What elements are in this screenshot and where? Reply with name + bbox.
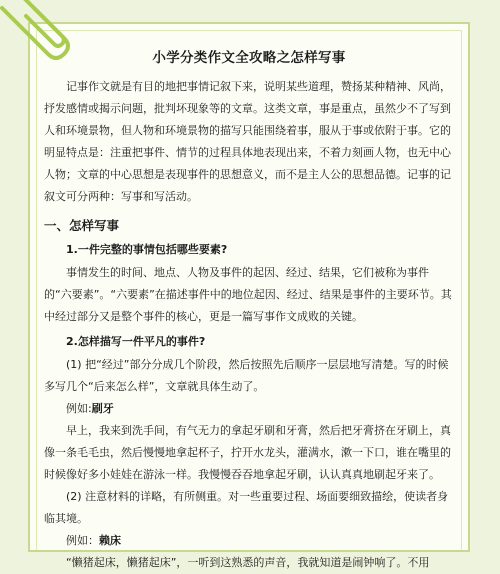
article — [44, 46, 454, 574]
page-title: 小学分类作文全攻略之怎样写事 — [152, 50, 346, 66]
example-2-label — [66, 530, 454, 552]
example-1-prefix: 例如: — [66, 402, 92, 415]
section-heading: 一、怎样写事 — [44, 218, 120, 233]
intro-paragraph: 记事作文就是有目的地把事情记叙下来，说明某些道理，赞扬某种精神、风尚，抒发感情或揭示问题，批判坏现象等的文章。这类文章，事是重点，虽然少不了写到人和环境景物，但人物和环境景物的描写只能围绕着事，服从于事或依附于事。它的明显特点是：注重把事件、情节的过程具体地表现出来，不着力刻画人物，也无中心人物；文章的中心思想是表现事件的思想意义，而不是主人公的思想品德。记事的记叙文可分两种：写事和写活动。 — [44, 80, 451, 203]
paragraph-2: (1) 把“经过”部分分成几个阶段，然后按照先后顺序一层层地写清楚。写的时候多写几个“后来怎么样”，文章就具体生动了。 — [44, 358, 449, 393]
example-2-prefix: 例如： — [66, 534, 99, 547]
example-1-text: 早上，我来到洗手间，有气无力的拿起牙刷和牙膏，然后把牙膏挤在牙刷上，真像一条毛毛虫，然后慢慢地拿起杯子，拧开水龙头，灌满水，漱一下口，谁在嘴里的时候像好多小娃娃在游泳一样。我慢慢吞吞地拿起牙刷，认认真真地刷起牙来了。 — [44, 424, 451, 481]
example-2-title: 赖床 — [99, 534, 121, 547]
example-1-title: 刷牙 — [91, 402, 114, 415]
paragraph-3: (2) 注意材料的详略，有所侧重。对一些重要过程、场面要细致描绘，使读者身临其境。 — [44, 490, 449, 525]
paragraph-1: 事情发生的时间、地点、人物及事件的起因、经过、结果，它们被称为事件的“六要素”。“六要素”在描述事件中的地位起因、经过、结果是事件的主要环节。其中经过部分又是整个事件的核心，更是一篇写事作文成败的关键。 — [44, 266, 452, 323]
example-2-text: “懒猪起床，懒猪起床”，一听到这熟悉的声音，我就知道是闹钟响了。不用 — [66, 556, 430, 569]
example-1-label — [66, 398, 454, 420]
subheading-1: 1.一件完整的事情包括哪些要素? — [66, 243, 228, 256]
subheading-2: 2.怎样描写一件平凡的事件? — [66, 335, 206, 348]
